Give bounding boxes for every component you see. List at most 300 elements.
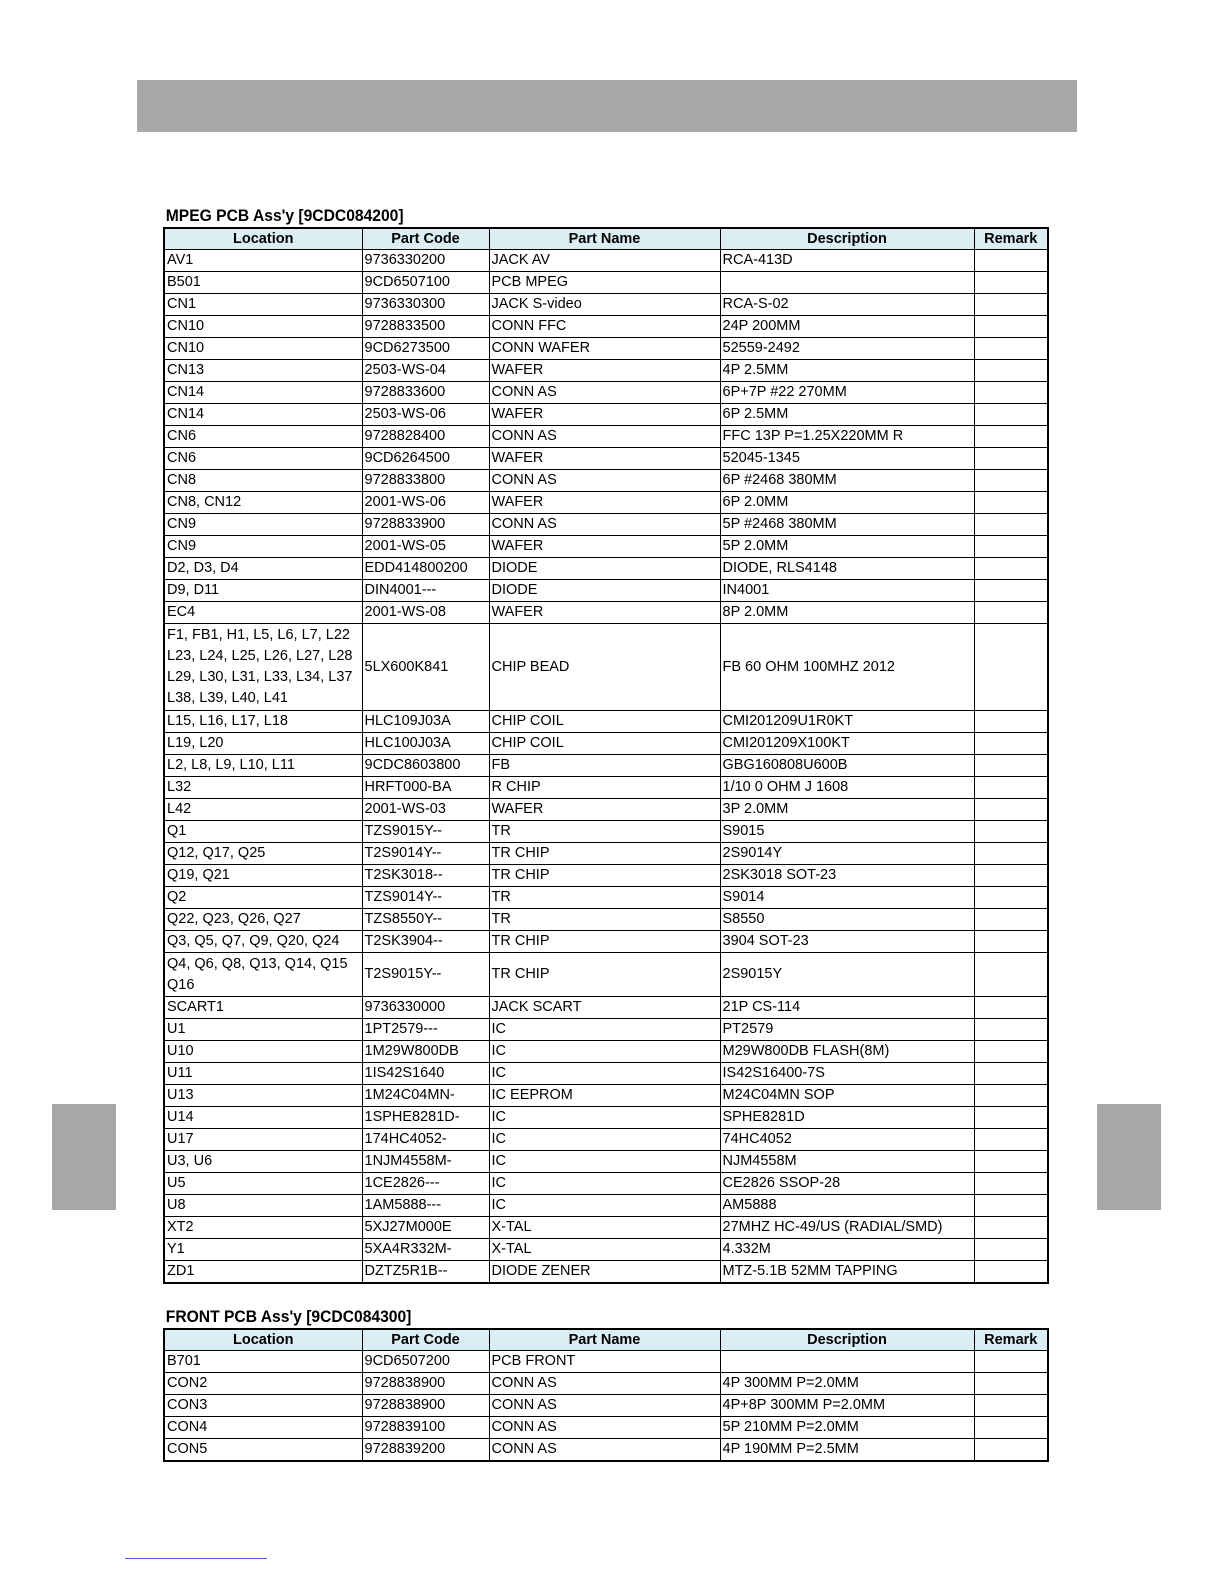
- cell-description: 4P 2.5MM: [720, 360, 974, 382]
- cell-part-name: DIODE: [489, 580, 720, 602]
- col-header-part-name: Part Name: [489, 228, 720, 250]
- cell-remark: [974, 426, 1048, 448]
- cell-location: L2, L8, L9, L10, L11: [164, 755, 362, 777]
- table-row: [164, 1373, 1048, 1395]
- cell-part-name: JACK S-video: [489, 294, 720, 316]
- cell-description: FFC 13P P=1.25X220MM R: [720, 426, 974, 448]
- cell-description: 5P 2.0MM: [720, 536, 974, 558]
- cell-description: 6P #2468 380MM: [720, 470, 974, 492]
- cell-part-code: 9728828400: [362, 426, 489, 448]
- col-header-remark: Remark: [974, 228, 1048, 250]
- cell-remark: [974, 580, 1048, 602]
- cell-location: CON2: [164, 1373, 362, 1395]
- table-row: [164, 865, 1048, 887]
- cell-description: 2SK3018 SOT-23: [720, 865, 974, 887]
- cell-part-name: IC: [489, 1019, 720, 1041]
- front-section: [163, 1305, 1047, 1462]
- cell-part-code: EDD414800200: [362, 558, 489, 580]
- cell-location: ZD1: [164, 1261, 362, 1284]
- cell-part-name: TR CHIP: [489, 931, 720, 953]
- cell-part-code: 2001-WS-03: [362, 799, 489, 821]
- cell-part-name: WAFER: [489, 404, 720, 426]
- cell-remark: [974, 1239, 1048, 1261]
- cell-part-code: 9728833500: [362, 316, 489, 338]
- table-row: [164, 602, 1048, 624]
- cell-location: CN10: [164, 316, 362, 338]
- cell-location: CN6: [164, 426, 362, 448]
- cell-description: 1/10 0 OHM J 1608: [720, 777, 974, 799]
- cell-remark: [974, 514, 1048, 536]
- cell-part-code: 9728839200: [362, 1439, 489, 1462]
- cell-remark: [974, 1217, 1048, 1239]
- cell-part-name: CONN AS: [489, 470, 720, 492]
- cell-part-code: 9728838900: [362, 1373, 489, 1395]
- cell-remark: [974, 821, 1048, 843]
- table-row: [164, 470, 1048, 492]
- table-row: [164, 338, 1048, 360]
- cell-part-name: IC: [489, 1151, 720, 1173]
- cell-remark: [974, 931, 1048, 953]
- cell-location: Q2: [164, 887, 362, 909]
- cell-description: AM5888: [720, 1195, 974, 1217]
- cell-part-code: 174HC4052-: [362, 1129, 489, 1151]
- cell-part-code: 2503-WS-06: [362, 404, 489, 426]
- cell-part-code: 9736330200: [362, 250, 489, 272]
- cell-remark: [974, 294, 1048, 316]
- cell-part-name: WAFER: [489, 448, 720, 470]
- cell-description: 6P 2.0MM: [720, 492, 974, 514]
- table-row: [164, 711, 1048, 733]
- cell-location: CN10: [164, 338, 362, 360]
- cell-part-code: 9728833600: [362, 382, 489, 404]
- table-row: [164, 1417, 1048, 1439]
- cell-part-code: 2001-WS-05: [362, 536, 489, 558]
- col-header-description: Description: [720, 228, 974, 250]
- col-header-part-code: Part Code: [362, 1329, 489, 1351]
- cell-location: AV1: [164, 250, 362, 272]
- table-row: [164, 733, 1048, 755]
- cell-location: U17: [164, 1129, 362, 1151]
- cell-location: Q12, Q17, Q25: [164, 843, 362, 865]
- table-row: [164, 777, 1048, 799]
- cell-location: CN6: [164, 448, 362, 470]
- cell-location: CON5: [164, 1439, 362, 1462]
- cell-part-code: 9CDC8603800: [362, 755, 489, 777]
- cell-part-code: 2503-WS-04: [362, 360, 489, 382]
- cell-description: M29W800DB FLASH(8M): [720, 1041, 974, 1063]
- cell-part-code: 1M29W800DB: [362, 1041, 489, 1063]
- cell-location: L42: [164, 799, 362, 821]
- table-row: [164, 294, 1048, 316]
- cell-part-code: DZTZ5R1B--: [362, 1261, 489, 1284]
- table-row: [164, 1439, 1048, 1462]
- cell-remark: [974, 1129, 1048, 1151]
- cell-description: NJM4558M: [720, 1151, 974, 1173]
- cell-location: CN9: [164, 536, 362, 558]
- cell-part-code: 2001-WS-06: [362, 492, 489, 514]
- cell-part-code: 1AM5888---: [362, 1195, 489, 1217]
- cell-remark: [974, 492, 1048, 514]
- cell-remark: [974, 733, 1048, 755]
- cell-part-name: CONN AS: [489, 1439, 720, 1462]
- table-row: [164, 272, 1048, 294]
- table-row: [164, 360, 1048, 382]
- cell-location: Q4, Q6, Q8, Q13, Q14, Q15 Q16: [164, 953, 362, 997]
- cell-remark: [974, 1085, 1048, 1107]
- cell-part-name: IC: [489, 1107, 720, 1129]
- cell-part-name: R CHIP: [489, 777, 720, 799]
- cell-description: GBG160808U600B: [720, 755, 974, 777]
- table-row: [164, 426, 1048, 448]
- cell-part-name: CONN FFC: [489, 316, 720, 338]
- cell-part-code: 9CD6264500: [362, 448, 489, 470]
- cell-remark: [974, 448, 1048, 470]
- table-row: [164, 997, 1048, 1019]
- cell-part-code: 5LX600K841: [362, 624, 489, 711]
- cell-description: MTZ-5.1B 52MM TAPPING: [720, 1261, 974, 1284]
- cell-remark: [974, 909, 1048, 931]
- cell-part-code: 1NJM4558M-: [362, 1151, 489, 1173]
- cell-part-code: T2SK3904--: [362, 931, 489, 953]
- cell-part-code: HLC109J03A: [362, 711, 489, 733]
- col-header-location: Location: [164, 228, 362, 250]
- cell-location: Q1: [164, 821, 362, 843]
- cell-remark: [974, 338, 1048, 360]
- cell-description: 6P 2.5MM: [720, 404, 974, 426]
- cell-location: CN14: [164, 404, 362, 426]
- cell-part-code: 9CD6507100: [362, 272, 489, 294]
- table-row: [164, 492, 1048, 514]
- cell-location: D9, D11: [164, 580, 362, 602]
- cell-description: CE2826 SSOP-28: [720, 1173, 974, 1195]
- table-row: [164, 1019, 1048, 1041]
- cell-description: 2S9014Y: [720, 843, 974, 865]
- cell-remark: [974, 250, 1048, 272]
- cell-remark: [974, 843, 1048, 865]
- cell-remark: [974, 953, 1048, 997]
- cell-description: IN4001: [720, 580, 974, 602]
- cell-part-code: HRFT000-BA: [362, 777, 489, 799]
- cell-part-name: WAFER: [489, 492, 720, 514]
- cell-location: U1: [164, 1019, 362, 1041]
- cell-location: L19, L20: [164, 733, 362, 755]
- side-tab-right: [1097, 1104, 1161, 1210]
- table-row: [164, 580, 1048, 602]
- front-section-title: FRONT PCB Ass'y [9CDC084300]: [165, 1307, 412, 1326]
- cell-part-code: 9736330300: [362, 294, 489, 316]
- cell-remark: [974, 777, 1048, 799]
- cell-remark: [974, 272, 1048, 294]
- cell-remark: [974, 755, 1048, 777]
- cell-description: 5P #2468 380MM: [720, 514, 974, 536]
- side-tab-left: [52, 1104, 116, 1210]
- footer-rule: [125, 1558, 267, 1559]
- table-row: [164, 536, 1048, 558]
- cell-part-code: 1PT2579---: [362, 1019, 489, 1041]
- table-row: [164, 799, 1048, 821]
- cell-remark: [974, 404, 1048, 426]
- cell-remark: [974, 1439, 1048, 1462]
- cell-part-name: JACK SCART: [489, 997, 720, 1019]
- cell-remark: [974, 1151, 1048, 1173]
- cell-part-code: 9728833800: [362, 470, 489, 492]
- cell-part-name: TR: [489, 887, 720, 909]
- cell-location: CN8, CN12: [164, 492, 362, 514]
- cell-description: [720, 1351, 974, 1373]
- cell-description: 8P 2.0MM: [720, 602, 974, 624]
- table-row: [164, 887, 1048, 909]
- cell-remark: [974, 1173, 1048, 1195]
- cell-part-name: X-TAL: [489, 1239, 720, 1261]
- table-row: [164, 821, 1048, 843]
- table-row: [164, 1173, 1048, 1195]
- cell-description: RCA-413D: [720, 250, 974, 272]
- cell-location: U14: [164, 1107, 362, 1129]
- cell-location: U11: [164, 1063, 362, 1085]
- table-row: [164, 755, 1048, 777]
- table-row: [164, 1395, 1048, 1417]
- cell-part-code: T2SK3018--: [362, 865, 489, 887]
- cell-part-code: 9728839100: [362, 1417, 489, 1439]
- cell-part-code: 1IS42S1640: [362, 1063, 489, 1085]
- cell-part-name: IC: [489, 1173, 720, 1195]
- cell-description: 24P 200MM: [720, 316, 974, 338]
- table-header-row: [164, 228, 1048, 250]
- cell-remark: [974, 997, 1048, 1019]
- cell-description: 4.332M: [720, 1239, 974, 1261]
- cell-part-name: CONN AS: [489, 1395, 720, 1417]
- cell-part-name: CHIP COIL: [489, 733, 720, 755]
- cell-part-name: CONN AS: [489, 382, 720, 404]
- cell-description: 6P+7P #22 270MM: [720, 382, 974, 404]
- cell-part-code: 2001-WS-08: [362, 602, 489, 624]
- cell-part-name: WAFER: [489, 536, 720, 558]
- cell-description: M24C04MN SOP: [720, 1085, 974, 1107]
- cell-remark: [974, 360, 1048, 382]
- table-row: [164, 1239, 1048, 1261]
- cell-part-code: TZS8550Y--: [362, 909, 489, 931]
- table-row: [164, 1261, 1048, 1284]
- table-row: [164, 624, 1048, 711]
- cell-part-name: CHIP BEAD: [489, 624, 720, 711]
- table-row: [164, 1107, 1048, 1129]
- table-row: [164, 1351, 1048, 1373]
- cell-description: 21P CS-114: [720, 997, 974, 1019]
- cell-remark: [974, 1019, 1048, 1041]
- cell-part-name: CONN AS: [489, 514, 720, 536]
- table-row: [164, 250, 1048, 272]
- cell-location: U5: [164, 1173, 362, 1195]
- table-row: [164, 382, 1048, 404]
- cell-location: L32: [164, 777, 362, 799]
- cell-location: CN8: [164, 470, 362, 492]
- cell-description: 4P+8P 300MM P=2.0MM: [720, 1395, 974, 1417]
- cell-part-name: CONN AS: [489, 426, 720, 448]
- cell-part-code: 5XJ27M000E: [362, 1217, 489, 1239]
- table-row: [164, 843, 1048, 865]
- table-row: [164, 514, 1048, 536]
- cell-part-name: WAFER: [489, 799, 720, 821]
- cell-location: U3, U6: [164, 1151, 362, 1173]
- cell-part-name: DIODE ZENER: [489, 1261, 720, 1284]
- cell-part-name: IC: [489, 1195, 720, 1217]
- cell-part-name: CHIP COIL: [489, 711, 720, 733]
- cell-description: RCA-S-02: [720, 294, 974, 316]
- cell-remark: [974, 1373, 1048, 1395]
- col-header-description: Description: [720, 1329, 974, 1351]
- cell-remark: [974, 1041, 1048, 1063]
- cell-part-name: CONN AS: [489, 1373, 720, 1395]
- cell-part-name: IC: [489, 1041, 720, 1063]
- cell-location: CON4: [164, 1417, 362, 1439]
- cell-part-code: TZS9015Y--: [362, 821, 489, 843]
- cell-description: SPHE8281D: [720, 1107, 974, 1129]
- cell-part-code: DIN4001---: [362, 580, 489, 602]
- cell-location: EC4: [164, 602, 362, 624]
- table-row: [164, 1063, 1048, 1085]
- cell-remark: [974, 1417, 1048, 1439]
- cell-remark: [974, 316, 1048, 338]
- cell-location: Q3, Q5, Q7, Q9, Q20, Q24: [164, 931, 362, 953]
- cell-description: 5P 210MM P=2.0MM: [720, 1417, 974, 1439]
- cell-location: Q22, Q23, Q26, Q27: [164, 909, 362, 931]
- table-row: [164, 448, 1048, 470]
- table-row: [164, 1195, 1048, 1217]
- cell-part-code: 1M24C04MN-: [362, 1085, 489, 1107]
- cell-location: B501: [164, 272, 362, 294]
- cell-description: 3904 SOT-23: [720, 931, 974, 953]
- cell-description: S8550: [720, 909, 974, 931]
- cell-part-code: 9728833900: [362, 514, 489, 536]
- cell-remark: [974, 887, 1048, 909]
- cell-remark: [974, 1107, 1048, 1129]
- front-parts-table: [163, 1328, 1049, 1462]
- cell-location: U13: [164, 1085, 362, 1107]
- cell-description: PT2579: [720, 1019, 974, 1041]
- cell-description: CMI201209X100KT: [720, 733, 974, 755]
- cell-part-code: T2S9014Y--: [362, 843, 489, 865]
- cell-remark: [974, 1261, 1048, 1284]
- cell-location: D2, D3, D4: [164, 558, 362, 580]
- cell-description: 2S9015Y: [720, 953, 974, 997]
- cell-description: 27MHZ HC-49/US (RADIAL/SMD): [720, 1217, 974, 1239]
- cell-remark: [974, 1395, 1048, 1417]
- cell-part-code: T2S9015Y--: [362, 953, 489, 997]
- cell-part-name: IC: [489, 1129, 720, 1151]
- col-header-remark: Remark: [974, 1329, 1048, 1351]
- cell-location: CN1: [164, 294, 362, 316]
- cell-location: B701: [164, 1351, 362, 1373]
- cell-part-code: 9CD6273500: [362, 338, 489, 360]
- mpeg-parts-table: [163, 227, 1049, 1284]
- cell-location: CN14: [164, 382, 362, 404]
- cell-remark: [974, 536, 1048, 558]
- cell-part-name: DIODE: [489, 558, 720, 580]
- col-header-part-code: Part Code: [362, 228, 489, 250]
- cell-location: CON3: [164, 1395, 362, 1417]
- cell-description: S9014: [720, 887, 974, 909]
- cell-part-name: TR: [489, 909, 720, 931]
- table-row: [164, 1129, 1048, 1151]
- cell-description: S9015: [720, 821, 974, 843]
- cell-part-name: PCB MPEG: [489, 272, 720, 294]
- table-row: [164, 1041, 1048, 1063]
- cell-location: F1, FB1, H1, L5, L6, L7, L22 L23, L24, L25, L26, L27, L28 L29, L30, L31, L33, L34, L37 L38, L39, L40, L41: [164, 624, 362, 711]
- cell-description: 74HC4052: [720, 1129, 974, 1151]
- cell-part-code: 5XA4R332M-: [362, 1239, 489, 1261]
- cell-location: U8: [164, 1195, 362, 1217]
- table-row: [164, 931, 1048, 953]
- cell-location: U10: [164, 1041, 362, 1063]
- header-bar: [137, 80, 1077, 132]
- table-row: [164, 1151, 1048, 1173]
- mpeg-section-title: MPEG PCB Ass'y [9CDC084200]: [165, 206, 404, 225]
- cell-description: 4P 300MM P=2.0MM: [720, 1373, 974, 1395]
- table-row: [164, 1217, 1048, 1239]
- table-row: [164, 1085, 1048, 1107]
- table-row: [164, 316, 1048, 338]
- cell-part-name: WAFER: [489, 360, 720, 382]
- cell-description: CMI201209U1R0KT: [720, 711, 974, 733]
- cell-location: CN13: [164, 360, 362, 382]
- cell-description: 3P 2.0MM: [720, 799, 974, 821]
- cell-part-name: TR CHIP: [489, 865, 720, 887]
- cell-description: [720, 272, 974, 294]
- table-row: [164, 909, 1048, 931]
- cell-location: Y1: [164, 1239, 362, 1261]
- cell-remark: [974, 1195, 1048, 1217]
- cell-remark: [974, 799, 1048, 821]
- cell-part-code: 1SPHE8281D-: [362, 1107, 489, 1129]
- cell-part-name: PCB FRONT: [489, 1351, 720, 1373]
- cell-description: 52045-1345: [720, 448, 974, 470]
- cell-part-name: WAFER: [489, 602, 720, 624]
- cell-part-name: JACK AV: [489, 250, 720, 272]
- table-header-row: [164, 1329, 1048, 1351]
- cell-part-code: 9728838900: [362, 1395, 489, 1417]
- cell-part-name: CONN WAFER: [489, 338, 720, 360]
- cell-remark: [974, 1063, 1048, 1085]
- cell-remark: [974, 382, 1048, 404]
- cell-location: Q19, Q21: [164, 865, 362, 887]
- col-header-part-name: Part Name: [489, 1329, 720, 1351]
- mpeg-section: [163, 204, 1047, 1284]
- cell-part-code: 9CD6507200: [362, 1351, 489, 1373]
- cell-part-name: TR CHIP: [489, 953, 720, 997]
- cell-remark: [974, 624, 1048, 711]
- cell-part-code: HLC100J03A: [362, 733, 489, 755]
- table-row: [164, 404, 1048, 426]
- cell-remark: [974, 558, 1048, 580]
- cell-location: CN9: [164, 514, 362, 536]
- cell-description: FB 60 OHM 100MHZ 2012: [720, 624, 974, 711]
- table-row: [164, 558, 1048, 580]
- cell-description: 52559-2492: [720, 338, 974, 360]
- cell-part-name: TR: [489, 821, 720, 843]
- cell-description: 4P 190MM P=2.5MM: [720, 1439, 974, 1462]
- cell-part-name: IC EEPROM: [489, 1085, 720, 1107]
- cell-description: IS42S16400-7S: [720, 1063, 974, 1085]
- cell-remark: [974, 711, 1048, 733]
- cell-location: XT2: [164, 1217, 362, 1239]
- cell-part-code: 9736330000: [362, 997, 489, 1019]
- cell-remark: [974, 865, 1048, 887]
- cell-location: L15, L16, L17, L18: [164, 711, 362, 733]
- table-row: [164, 953, 1048, 997]
- cell-part-code: 1CE2826---: [362, 1173, 489, 1195]
- cell-part-name: TR CHIP: [489, 843, 720, 865]
- col-header-location: Location: [164, 1329, 362, 1351]
